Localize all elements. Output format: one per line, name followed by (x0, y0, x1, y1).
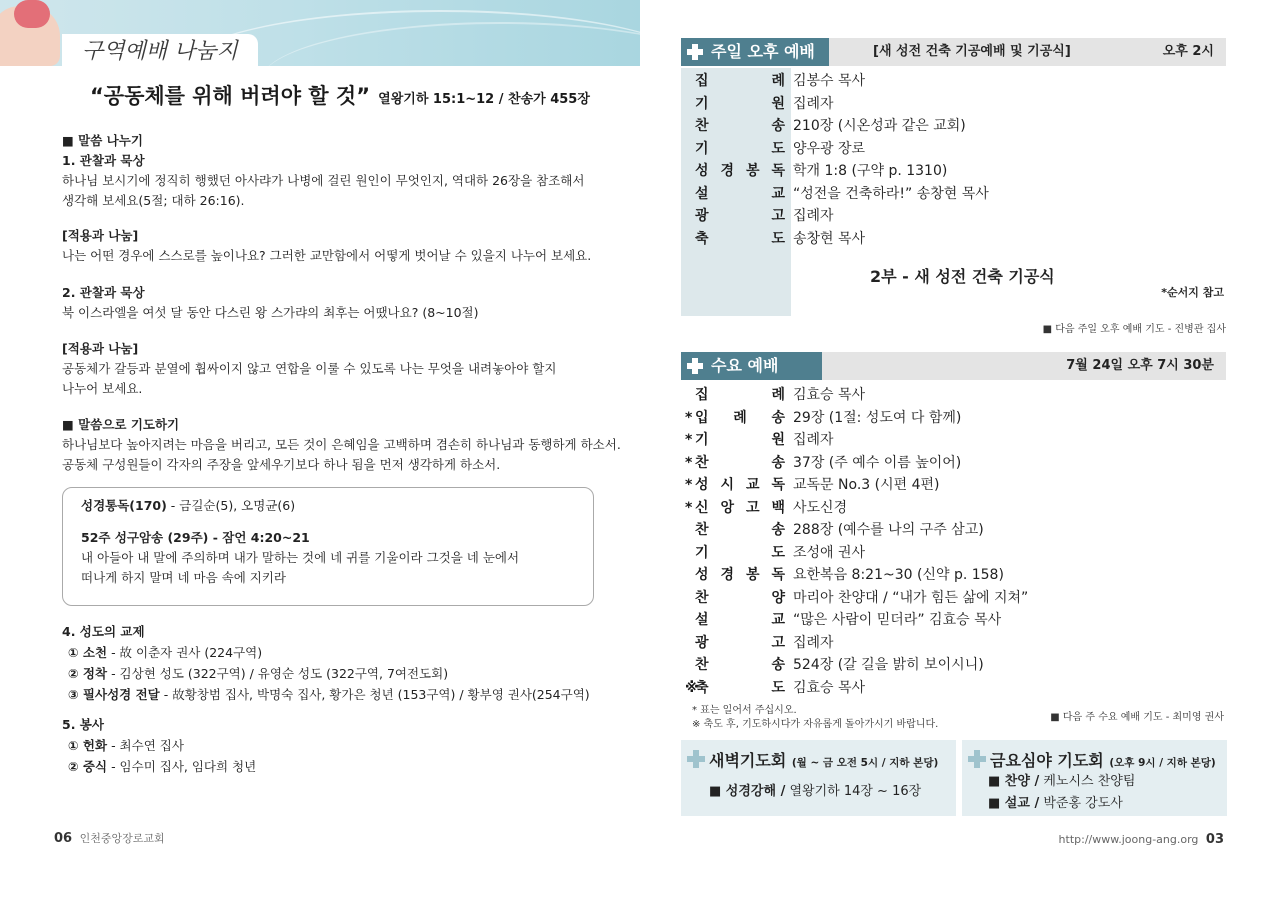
question-title: 2. 관찰과 묵상 (62, 285, 145, 300)
sunday-service-subtitle: [새 성전 건축 기공예배 및 기공식] (873, 44, 1071, 59)
order-item-label: 설 교 (695, 612, 785, 628)
question-2 (62, 283, 622, 323)
list-item: ③ 필사성경 전달 - 故황창범 집사, 박명숙 집사, 황가은 청년 (153구역) / 황부영 권사(254구역) (68, 687, 590, 702)
order-row (681, 115, 1226, 138)
order-row (681, 564, 1226, 587)
footer-left (54, 830, 165, 846)
order-item-value: “성전을 건축하라!” 송창현 목사 (793, 185, 989, 202)
order-item-value: 집례자 (793, 95, 834, 112)
church-url: http://www.joong-ang.org (1058, 833, 1199, 846)
list-item: ① 헌화 - 최수연 집사 (68, 738, 184, 753)
order-item-label: ※ 축 도 (685, 679, 785, 696)
next-wednesday-prayer: ■ 다음 주 수요 예배 기도 - 최미영 권사 (1050, 712, 1224, 723)
prayer-text: 하나님보다 높아지려는 마음을 버리고, 모든 것이 은혜임을 고백하며 겸손히 하나님과 동행하게 하소서. (62, 437, 621, 452)
sunday-service-header (681, 38, 1226, 66)
order-item-value: 김봉수 목사 (793, 73, 866, 89)
section-heading: ■ 말씀으로 기도하기 (62, 417, 180, 432)
memory-verse-title: 52주 성구암송 (29주) - 잠언 4:20~21 (81, 530, 310, 545)
order-row (681, 497, 1226, 520)
order-item-label: 찬 송 (695, 657, 785, 673)
application-title: [적용과 나눔] (62, 228, 139, 243)
right-page (640, 0, 1280, 904)
part2-title: 2부 - 새 성전 건축 기공식 (870, 267, 1055, 286)
order-item-label: 성 경 봉 독 (695, 163, 785, 179)
order-item-value: 학개 1:8 (구약 p. 1310) (793, 163, 948, 179)
wednesday-service-time: 7월 24일 오후 7시 30분 (1066, 358, 1214, 373)
application-text: 나누어 보세요. (62, 381, 143, 396)
question-text: 하나님 보시기에 정직히 행했던 아사랴가 나병에 걸린 원인이 무엇인지, 역대하 26장을 참조해서 (62, 173, 585, 188)
order-item-label: 광 고 (695, 208, 785, 224)
order-row (681, 519, 1226, 542)
order-item-value: 요한복음 8:21~30 (신약 p. 158) (793, 567, 1004, 583)
standing-notes: * 표는 일어서 주십시오. ※ 축도 후, 기도하시다가 자유롭게 돌아가시기 바랍니다. (692, 705, 939, 730)
order-row (681, 384, 1226, 407)
order-item-value: 양우광 장로 (793, 140, 866, 157)
list-item: ① 소천 - 故 이춘자 권사 (224구역) (68, 645, 263, 660)
order-item-value: “많은 사람이 믿더라” 김효승 목사 (793, 612, 1002, 628)
order-item-value: 교독문 No.3 (시편 4편) (793, 477, 940, 493)
cross-icon (687, 358, 703, 374)
order-row (681, 452, 1226, 475)
order-item-label: 광 고 (695, 634, 785, 651)
order-row (681, 228, 1226, 251)
friday-praise: ■ 찬양 / 케노시스 찬양팀 (988, 774, 1136, 789)
cross-icon (687, 750, 705, 768)
friday-prayer-title: 금요심야 기도회 (오후 9시 / 지하 본당) (990, 751, 1216, 770)
order-item-value: 524장 (갈 길을 밝히 보이시니) (793, 657, 984, 673)
order-row (681, 632, 1226, 655)
application-1 (62, 226, 622, 266)
section-heading: 5. 봉사 (62, 717, 104, 732)
application-title: [적용과 나눔] (62, 341, 139, 356)
sermon-headline (90, 80, 590, 110)
question-text: 생각해 보세요(5절; 대하 26:16). (62, 193, 245, 208)
order-item-value: 사도신경 (793, 499, 848, 516)
order-item-label: 기 도 (695, 140, 785, 157)
order-item-value: 37장 (주 예수 이름 높이어) (793, 454, 962, 471)
page-title: 구역예배 나눔지 (62, 34, 258, 70)
sunday-service-time: 오후 2시 (1162, 44, 1214, 59)
order-item-label: 집 례 (695, 387, 785, 403)
order-item-label: 집 례 (695, 73, 785, 89)
order-item-label: 기 도 (695, 544, 785, 561)
order-row (681, 407, 1226, 430)
cross-icon (968, 750, 986, 768)
order-item-value: 마리아 찬양대 / “내가 힘든 삶에 지쳐” (793, 589, 1029, 606)
order-item-label: 축 도 (695, 230, 785, 247)
word-sharing-section (62, 131, 622, 211)
order-item-label: * 입 례 송 (685, 409, 785, 426)
application-text: 나는 어떤 경우에 스스로를 높이나요? 그러한 교만함에서 어떻게 벗어날 수 있을지 나누어 보세요. (62, 248, 592, 263)
dawn-prayer-title: 새벽기도회 (월 ~ 금 오전 5시 / 지하 본당) (709, 751, 939, 770)
question-title: 1. 관찰과 묵상 (62, 153, 145, 168)
application-text: 공동체가 갈등과 분열에 휩싸이지 않고 연합을 이룰 수 있도록 나는 무엇을 내려놓아야 할지 (62, 361, 557, 376)
order-item-label: 찬 송 (695, 522, 785, 538)
dawn-prayer-box (681, 740, 956, 816)
order-item-label: * 성 시 교 독 (685, 477, 785, 493)
wednesday-service-label: 수요 예배 (681, 352, 822, 380)
order-item-value: 김효승 목사 (793, 679, 866, 696)
heart-hands-image (0, 0, 70, 66)
cross-icon (687, 44, 703, 60)
order-item-label: 기 원 (695, 95, 785, 112)
order-row (681, 205, 1226, 228)
order-row (681, 70, 1226, 93)
footer-right (1059, 832, 1224, 847)
order-row (681, 183, 1226, 206)
wednesday-order-of-service (681, 384, 1226, 704)
sunday-service-label: 주일 오후 예배 (681, 38, 829, 66)
wednesday-service-header (681, 352, 1226, 380)
order-item-value: 집례자 (793, 634, 834, 651)
order-item-label: 찬 송 (695, 118, 785, 134)
list-item: ② 정착 - 김상현 성도 (322구역) / 유영순 성도 (322구역, 7여전도회) (68, 666, 449, 681)
order-row (681, 160, 1226, 183)
order-item-label: 찬 양 (695, 589, 785, 606)
order-item-label: 성 경 봉 독 (695, 567, 785, 583)
order-item-value: 김효승 목사 (793, 387, 866, 403)
page-number: 06 (54, 831, 73, 846)
order-row (681, 654, 1226, 677)
church-name: 인천중앙장로교회 (79, 832, 165, 845)
friday-prayer-box (962, 740, 1227, 816)
bible-reading-box (62, 487, 594, 606)
order-item-label: * 기 원 (685, 432, 785, 448)
application-2 (62, 339, 622, 399)
order-row (681, 429, 1226, 452)
section-heading: 4. 성도의 교제 (62, 624, 145, 639)
order-item-value: 집례자 (793, 208, 834, 224)
service-section (62, 714, 256, 777)
order-item-label: 설 교 (695, 185, 785, 202)
dawn-prayer-detail: ■ 성경강해 / 열왕기하 14장 ~ 16장 (709, 784, 922, 799)
order-item-value: 송창현 목사 (793, 230, 866, 247)
order-row (681, 93, 1226, 116)
memory-verse-text: 떠나게 하지 말며 네 마음 속에 지키라 (81, 570, 286, 585)
fellowship-section (62, 621, 590, 705)
order-item-value: 집례자 (793, 432, 834, 448)
order-item-label: * 찬 송 (685, 454, 785, 471)
order-row (681, 474, 1226, 497)
order-row (681, 542, 1226, 565)
page-number: 03 (1205, 832, 1224, 847)
sermon-reference: 열왕기하 15:1~12 / 찬송가 455장 (378, 92, 590, 107)
order-item-label: * 신 앙 고 백 (685, 499, 785, 516)
list-item: ② 중식 - 임수미 집사, 임다희 청년 (68, 759, 257, 774)
order-item-value: 210장 (시온성과 같은 교회) (793, 118, 966, 134)
prayer-section (62, 415, 622, 475)
sermon-title: “공동체를 위해 버려야 할 것” (90, 84, 370, 108)
order-row (681, 677, 1226, 700)
section-heading: ■ 말씀 나누기 (62, 133, 143, 148)
part2-note: *순서지 참고 (1161, 286, 1224, 299)
prayer-text: 공동체 구성원들이 각자의 주장을 앞세우기보다 하나 됨을 먼저 생각하게 하소서. (62, 457, 501, 472)
order-row (681, 138, 1226, 161)
order-row (681, 587, 1226, 610)
order-item-value: 조성애 권사 (793, 544, 866, 561)
memory-verse-text: 내 아들아 내 말에 주의하며 내가 말하는 것에 네 귀를 기울이라 그것을 네 눈에서 (81, 550, 520, 565)
bible-reading-line: 성경통독(170) - 금길순(5), 오명균(6) (81, 498, 296, 513)
order-row (681, 609, 1226, 632)
order-item-value: 29장 (1절: 성도여 다 함께) (793, 409, 962, 426)
order-item-value: 288장 (예수를 나의 구주 삼고) (793, 522, 984, 538)
next-sunday-prayer: ■ 다음 주일 오후 예배 기도 - 진병관 집사 (1042, 324, 1226, 335)
question-text: 북 이스라엘을 여섯 달 동안 다스린 왕 스가랴의 최후는 어땠나요? (8~10절) (62, 305, 479, 320)
friday-sermon: ■ 설교 / 박준홍 강도사 (988, 796, 1123, 811)
